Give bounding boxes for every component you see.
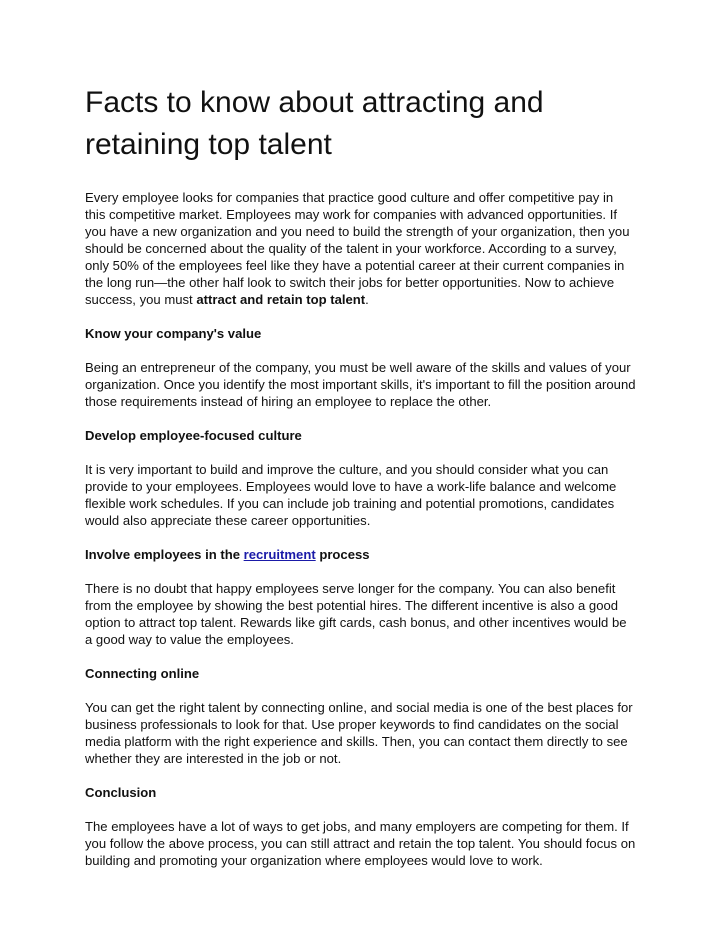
section-body-recruitment: There is no doubt that happy employees serve longer for the company. You can also benefit from the employee by showing the best potential hires. The different incentive is also a good option to attract top talent. Rewards like gift cards, cash bonus, and other incentives would be a good way to value the employees. (85, 581, 627, 647)
section-heading-company-value: Know your company's value (85, 326, 262, 341)
intro-end: . (365, 292, 369, 307)
section-heading-culture: Develop employee-focused culture (85, 428, 302, 443)
section-body-connecting-online: You can get the right talent by connecting online, and social media is one of the best places for business professionals to look for that. Use proper keywords to find candidates on the social media platform with the right experience and skills. Then, you can contact them directly to see whether they are interested in the job or not. (85, 700, 633, 766)
section-heading-recruitment (85, 546, 637, 563)
intro-paragraph (85, 189, 637, 308)
section-body-company-value: Being an entrepreneur of the company, you must be well aware of the skills and values of your organization. Once you identify the most important skills, it's important to fill the position around those requirements instead of hiring an employee to replace the other. (85, 360, 636, 409)
heading-text-after-link: process (315, 547, 370, 562)
intro-bold-text: attract and retain top talent (196, 292, 366, 307)
document-page (85, 82, 637, 869)
intro-text: Every employee looks for companies that practice good culture and offer competitive pay in this competitive market. Employees may work for companies with advanced opportunities. If you have a new organization and you need to build the strength of your organization, then you should be concerned about the quality of the talent in your workforce. According to a survey, only 50% of the employees feel like they have a potential career at their current companies in the long run—the other half look to switch their jobs for better opportunities. Now to achieve success, you must (85, 190, 630, 307)
section-body-conclusion: The employees have a lot of ways to get jobs, and many employers are competing for them. If you follow the above process, you can still attract and retain the top talent. You should focus on building and promoting your organization where employees would love to work. (85, 819, 636, 868)
section-heading-connecting-online: Connecting online (85, 666, 200, 681)
section-body-culture: It is very important to build and improve the culture, and you should consider what you can provide to your employees. Employees would love to have a work-life balance and welcome flexible work schedules. If you can include job training and potential promotions, candidates would also appreciate these career opportunities. (85, 462, 617, 528)
document-title: Facts to know about attracting and retaining top talent (85, 86, 544, 161)
heading-text-before-link: Involve employees in the (85, 547, 244, 562)
recruitment-link[interactable]: recruitment (243, 547, 316, 562)
section-heading-conclusion: Conclusion (85, 785, 157, 800)
